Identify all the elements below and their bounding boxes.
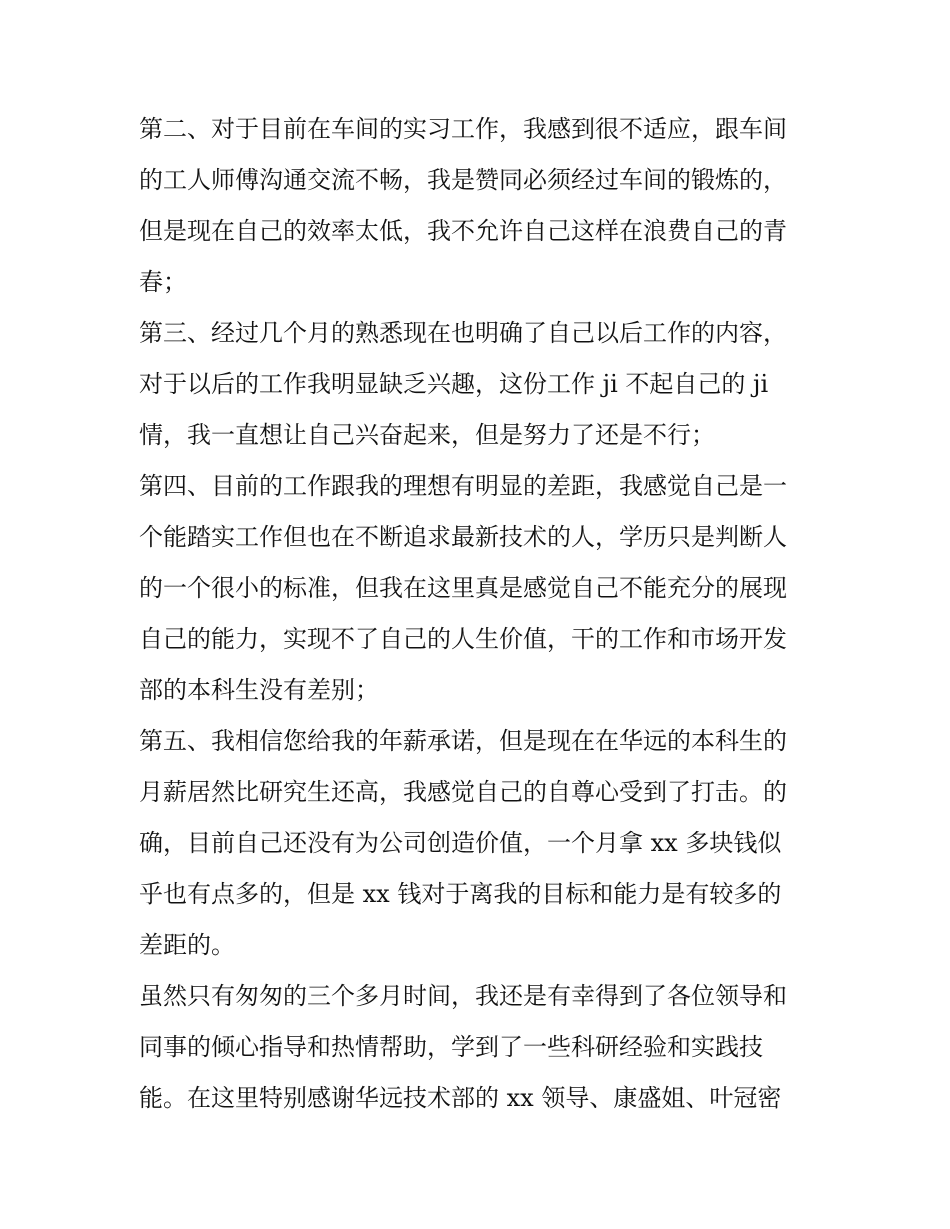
text-line: 自己的能力，实现不了自己的人生价值，干的工作和市场开发 [139, 625, 787, 653]
text-line: 第四、目前的工作跟我的理想有明显的差距，我感觉自己是一 [139, 472, 787, 500]
text-line: 个能踏实工作但也在不断追求最新技术的人，学历只是判断人 [139, 523, 787, 551]
text-line: 第二、对于目前在车间的实习工作，我感到很不适应，跟车间 [139, 115, 787, 143]
text-line: 情，我一直想让自己兴奋起来，但是努力了还是不行； [139, 421, 715, 449]
text-line: 同事的倾心指导和热情帮助，学到了一些科研经验和实践技 [139, 1033, 763, 1061]
text-line: 对于以后的工作我明显缺乏兴趣，这份工作 ji 不起自己的 ji [139, 370, 769, 398]
text-line: 乎也有点多的，但是 xx 钱对于离我的目标和能力是有较多的 [139, 880, 782, 908]
text-line: 的工人师傅沟通交流不畅，我是赞同必须经过车间的锻炼的， [139, 166, 787, 194]
text-line: 部的本科生没有差别； [139, 676, 379, 704]
text-line: 差距的。 [139, 931, 235, 959]
text-line: 第三、经过几个月的熟悉现在也明确了自己以后工作的内容， [139, 319, 787, 347]
text-line: 第五、我相信您给我的年薪承诺，但是现在在华远的本科生的 [139, 727, 787, 755]
text-line: 月薪居然比研究生还高，我感觉自己的自尊心受到了打击。的 [139, 778, 787, 806]
text-line: 但是现在自己的效率太低，我不允许自己这样在浪费自己的青 [139, 217, 787, 245]
text-line: 虽然只有匆匆的三个多月时间，我还是有幸得到了各位领导和 [139, 982, 787, 1010]
text-line: 春； [139, 268, 187, 296]
text-line: 的一个很小的标准，但我在这里真是感觉自己不能充分的展现 [139, 574, 787, 602]
text-line: 确，目前自己还没有为公司创造价值，一个月拿 xx 多块钱似 [139, 829, 782, 857]
text-line: 能。在这里特别感谢华远技术部的 xx 领导、康盛姐、叶冠密 [139, 1084, 782, 1112]
body-text [139, 104, 829, 1124]
